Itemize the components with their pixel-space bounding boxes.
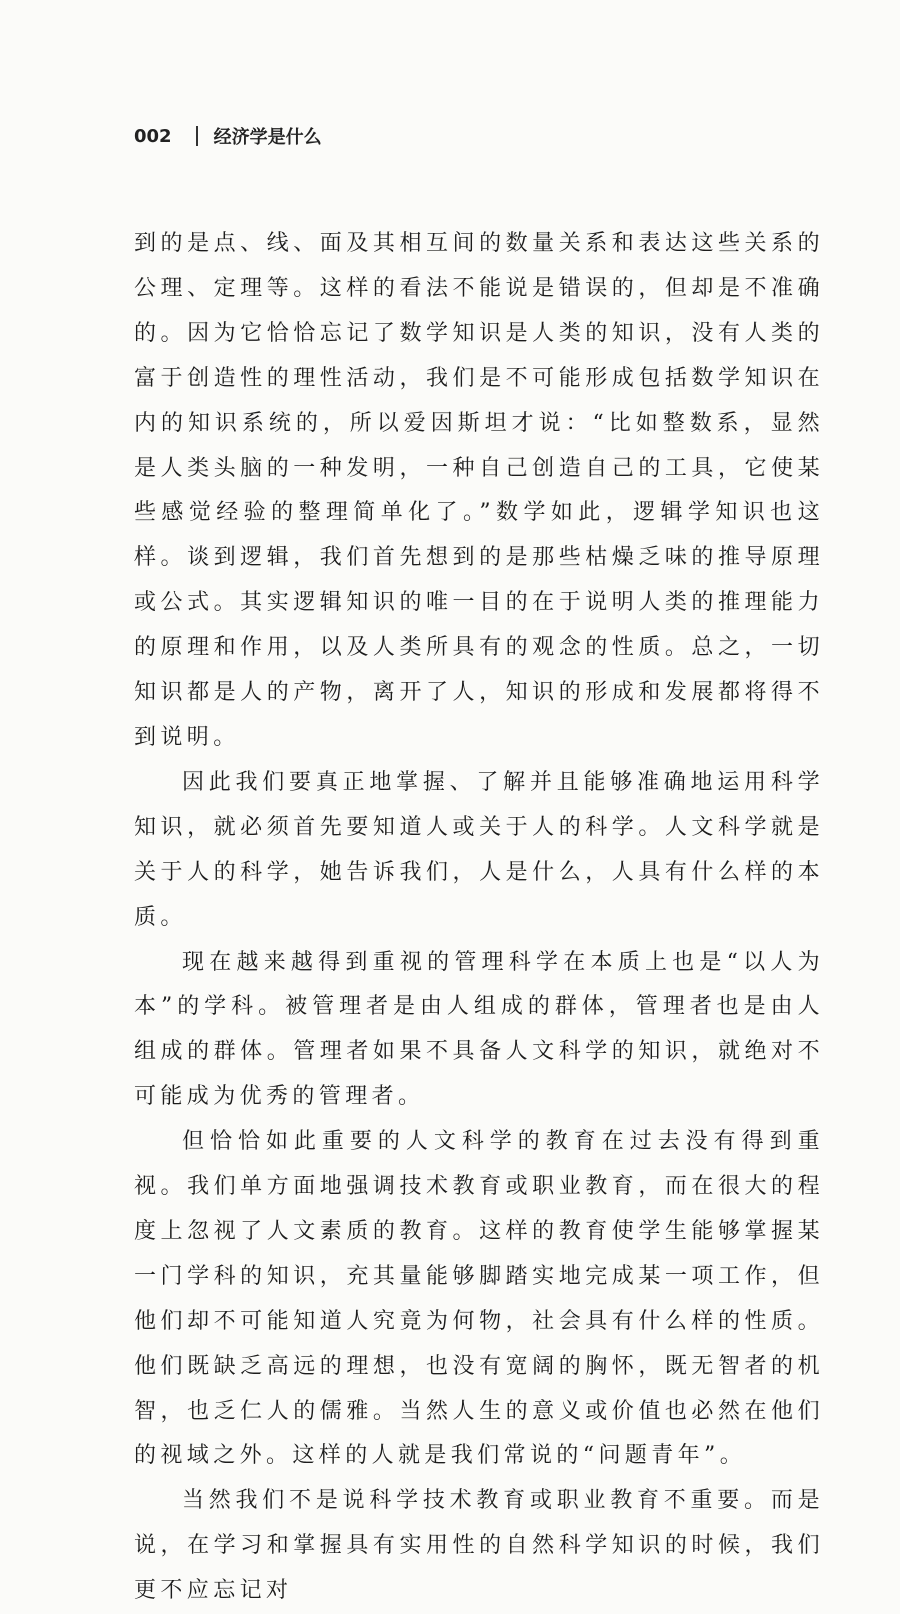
header-divider — [196, 126, 198, 146]
paragraph-continued: 到的是点、线、面及其相互间的数量关系和表达这些关系的公理、定理等。这样的看法不能说是错误的，但却是不准确的。因为它恰恰忘记了数学知识是人类的知识，没有人类的富于创造性的理性活动，我们是不可能形成包括数学知识在内的知识系统的，所以爱因斯坦才说：“比如整数系，显然是人类头脑的一种发明，一种自己创造自己的工具，它使某些感觉经验的整理简单化了。”数学如此，逻辑学知识也这样。谈到逻辑，我们首先想到的是那些枯燥乏味的推导原理或公式。其实逻辑知识的唯一目的在于说明人类的推理能力的原理和作用，以及人类所具有的观念的性质。总之，一切知识都是人的产物，离开了人，知识的形成和发展都将得不到说明。 — [134, 231, 824, 750]
paragraph: 现在越来越得到重视的管理科学在本质上也是“以人为本”的学科。被管理者是由人组成的群体，管理者也是由人组成的群体。管理者如果不具备人文科学的知识，就绝对不可能成为优秀的管理者。 — [134, 949, 824, 1110]
page-number: 002 — [134, 125, 172, 147]
paragraph: 当然我们不是说科学技术教育或职业教育不重要。而是说，在学习和掌握具有实用性的自然科学知识的时候，我们更不应忘记对 — [134, 1488, 824, 1604]
book-title: 经济学是什么 — [213, 127, 322, 148]
paragraph: 因此我们要真正地掌握、了解并且能够准确地运用科学知识，就必须首先要知道人或关于人的科学。人文科学就是关于人的科学，她告诉我们，人是什么，人具有什么样的本质。 — [134, 769, 824, 930]
paragraph: 但恰恰如此重要的人文科学的教育在过去没有得到重视。我们单方面地强调技术教育或职业教育，而在很大的程度上忽视了人文素质的教育。这样的教育使学生能够掌握某一门学科的知识，充其量能够脚踏实地完成某一项工作，但他们却不可能知道人究竟为何物，社会具有什么样的性质。他们既缺乏高远的理想，也没有宽阔的胸怀，既无智者的机智，也乏仁人的儒雅。当然人生的意义或价值也必然在他们的视域之外。这样的人就是我们常说的“问题青年”。 — [134, 1129, 824, 1469]
running-header — [134, 122, 322, 150]
body-text — [134, 222, 824, 1614]
